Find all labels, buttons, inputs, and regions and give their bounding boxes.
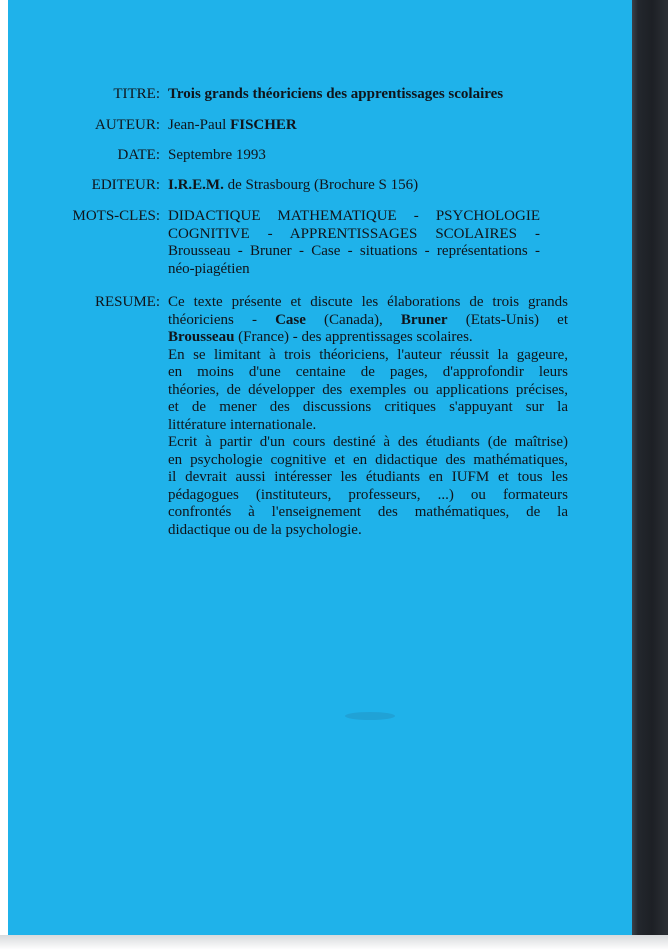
editeur-value xyxy=(168,177,568,195)
resume-case: Case xyxy=(275,311,306,328)
print-smudge xyxy=(345,712,395,720)
titre-value: Trois grands théoriciens des apprentissages scolaires xyxy=(168,86,504,102)
resume-line xyxy=(168,329,568,347)
mots-cles-line: COGNITIVE - APPRENTISSAGES SCOLAIRES - xyxy=(168,225,540,242)
resume-line: en moins d'une centaine de pages, d'approfondir leurs xyxy=(168,364,568,380)
date-value: Septembre 1993 xyxy=(168,147,266,163)
resume-line: Ecrit à partir d'un cours destiné à des étudiants (de maîtrise) xyxy=(168,434,568,450)
resume-line: Ce texte présente et discute les élaborations de trois grands xyxy=(168,294,568,310)
auteur-last-name: FISCHER xyxy=(230,117,297,133)
resume-line: il devrait aussi intéresser les étudiants en IUFM et tous les xyxy=(168,469,568,485)
resume-bruner: Bruner xyxy=(400,311,448,328)
book-spine xyxy=(632,0,668,950)
mots-cles-label: MOTS-CLES: xyxy=(72,208,160,224)
mots-cles-line: néo-piagétien xyxy=(168,260,250,277)
editeur-label: EDITEUR: xyxy=(91,177,160,193)
resume-brousseau: Brousseau xyxy=(168,329,235,345)
mots-cles-value xyxy=(168,208,540,278)
resume-line: didactique ou de la psychologie. xyxy=(168,521,362,538)
resume-fragment: (Etats-Unis) et xyxy=(447,311,569,328)
resume-fragment: (France) - des apprentissages scolaires. xyxy=(234,329,473,345)
mots-cles-line: Brousseau - Bruner - Case - situations - représentations - xyxy=(168,243,540,259)
resume-line: théories, de développer des exemples ou applications précises, xyxy=(168,381,568,398)
editeur-name: I.R.E.M. xyxy=(168,177,224,193)
resume-line: littérature internationale. xyxy=(168,416,317,433)
resume-line: En se limitant à trois théoriciens, l'auteur réussit la gageure, xyxy=(168,346,568,363)
auteur-value xyxy=(168,117,568,135)
editeur-rest: de Strasbourg (Brochure S 156) xyxy=(227,177,419,193)
resume-fragment: (Canada), xyxy=(305,311,401,328)
resume-line: et de mener des discussions critiques s'appuyant sur la xyxy=(168,399,568,415)
resume-text xyxy=(168,294,568,539)
auteur-label: AUTEUR: xyxy=(95,117,160,133)
resume-fragment: théoriciens - xyxy=(168,311,276,328)
resume-line: pédagogues (instituteurs, professeurs, ...) ou formateurs xyxy=(168,486,568,503)
resume-line: en psychologie cognitive et en didactique des mathématiques, xyxy=(168,451,568,468)
resume-label: RESUME: xyxy=(94,294,160,310)
resume-line: confrontés à l'enseignement des mathématiques, de la xyxy=(168,504,568,520)
mots-cles-line: DIDACTIQUE MATHEMATIQUE - PSYCHOLOGIE xyxy=(168,208,540,224)
auteur-first-name: Jean-Paul xyxy=(168,117,227,133)
resume-line xyxy=(168,312,568,330)
bottom-edge xyxy=(0,935,668,950)
titre-label: TITRE: xyxy=(113,86,160,102)
date-label: DATE: xyxy=(117,147,160,163)
